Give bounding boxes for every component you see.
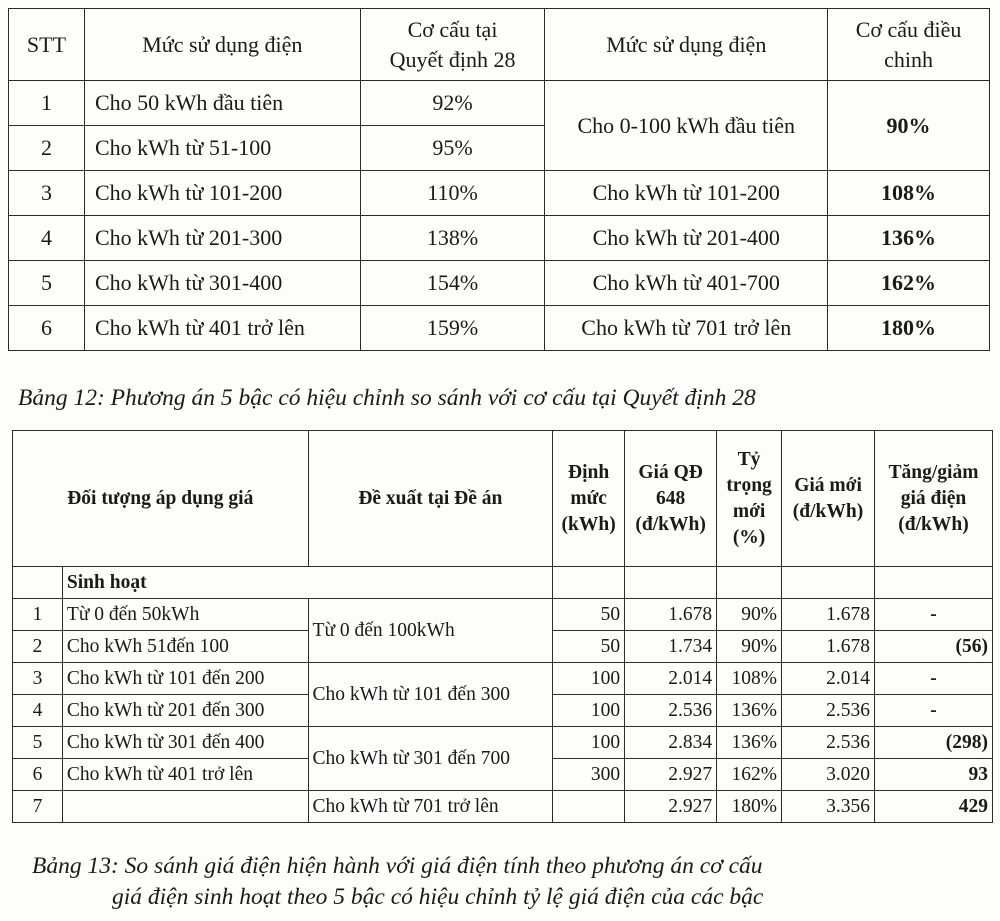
cell-stt: 3 <box>9 171 85 216</box>
cell-change: - <box>875 663 993 695</box>
header-subject: Đối tượng áp dụng giá <box>13 431 309 567</box>
cell-quota: 300 <box>553 759 625 791</box>
cell-usage-new: Cho 0-100 kWh đầu tiên <box>545 81 828 171</box>
cell-change: - <box>875 599 993 631</box>
cell-proposal: Từ 0 đến 100kWh <box>308 599 553 663</box>
header-usage-new: Mức sử dụng điện <box>545 9 828 81</box>
header-stt: STT <box>9 9 85 81</box>
cell-price-648: 2.014 <box>625 663 717 695</box>
cell-new-price: 1.678 <box>782 599 875 631</box>
cell-usage-new: Cho kWh từ 701 trở lên <box>545 306 828 351</box>
cell-change: - <box>875 695 993 727</box>
cell-price-648: 2.536 <box>625 695 717 727</box>
cell-subject <box>62 791 308 823</box>
cell-ratio: 180% <box>717 791 782 823</box>
header-new-price: Giá mới (đ/kWh) <box>782 431 875 567</box>
cell-price-648: 1.678 <box>625 599 717 631</box>
table-12 <box>8 8 990 351</box>
cell-stt: 2 <box>13 631 63 663</box>
cell-subject: Cho kWh 51đến 100 <box>62 631 308 663</box>
group-row <box>13 567 993 599</box>
cell-qd28: 92% <box>360 81 545 126</box>
cell-usage-new: Cho kWh từ 201-400 <box>545 216 828 261</box>
cell-stt: 6 <box>9 306 85 351</box>
cell-stt: 7 <box>13 791 63 823</box>
table-header-row <box>13 431 993 567</box>
cell-quota: 50 <box>553 631 625 663</box>
table-13 <box>12 430 993 823</box>
cell-change: (56) <box>875 631 993 663</box>
table-row <box>13 791 993 823</box>
cell-quota: 50 <box>553 599 625 631</box>
cell-ratio: 162% <box>717 759 782 791</box>
header-usage-old: Mức sử dụng điện <box>84 9 360 81</box>
cell-ratio: 90% <box>717 631 782 663</box>
table-row <box>9 171 990 216</box>
table-row <box>9 306 990 351</box>
cell-change: (298) <box>875 727 993 759</box>
cell-change: 93 <box>875 759 993 791</box>
cell-subject: Cho kWh từ 101 đến 200 <box>62 663 308 695</box>
table-13-caption-line-1: Bảng 13: So sánh giá điện hiện hành với giá điện tính theo phương án cơ cấu <box>32 853 763 879</box>
table-row <box>9 216 990 261</box>
cell-qd28: 95% <box>360 126 545 171</box>
cell-stt: 5 <box>13 727 63 759</box>
cell-qd28: 154% <box>360 261 545 306</box>
cell-price-648: 1.734 <box>625 631 717 663</box>
cell-adjusted: 162% <box>828 261 990 306</box>
cell-usage-new: Cho kWh từ 101-200 <box>545 171 828 216</box>
cell-price-648: 2.834 <box>625 727 717 759</box>
cell-new-price: 3.356 <box>782 791 875 823</box>
cell-stt: 6 <box>13 759 63 791</box>
cell-usage-old: Cho kWh từ 301-400 <box>84 261 360 306</box>
cell-usage-old: Cho kWh từ 201-300 <box>84 216 360 261</box>
cell-stt: 1 <box>9 81 85 126</box>
cell-ratio: 90% <box>717 599 782 631</box>
cell-proposal: Cho kWh từ 101 đến 300 <box>308 663 553 727</box>
header-price-648: Giá QĐ 648 (đ/kWh) <box>625 431 717 567</box>
cell-proposal: Cho kWh từ 701 trở lên <box>308 791 553 823</box>
cell-stt: 5 <box>9 261 85 306</box>
cell-qd28: 159% <box>360 306 545 351</box>
cell-subject: Cho kWh từ 201 đến 300 <box>62 695 308 727</box>
cell-usage-old: Cho kWh từ 101-200 <box>84 171 360 216</box>
cell-new-price: 1.678 <box>782 631 875 663</box>
cell-quota: 100 <box>553 695 625 727</box>
table-13-caption-line-2: giá điện sinh hoạt theo 5 bậc có hiệu chỉnh tỷ lệ giá điện của các bậc <box>112 884 764 910</box>
cell-stt: 1 <box>13 599 63 631</box>
header-ratio: Tỷ trọng mới (%) <box>717 431 782 567</box>
cell-adjusted: 180% <box>828 306 990 351</box>
cell-proposal: Cho kWh từ 301 đến 700 <box>308 727 553 791</box>
cell-stt: 4 <box>13 695 63 727</box>
group-label: Sinh hoạt <box>62 567 552 599</box>
cell-new-price: 2.536 <box>782 727 875 759</box>
cell-change: 429 <box>875 791 993 823</box>
cell-ratio: 136% <box>717 727 782 759</box>
cell-quota: 100 <box>553 663 625 695</box>
cell-adjusted: 108% <box>828 171 990 216</box>
cell-quota: 100 <box>553 727 625 759</box>
table-row <box>13 727 993 759</box>
cell-new-price: 2.536 <box>782 695 875 727</box>
cell-quota <box>553 791 625 823</box>
cell-ratio: 136% <box>717 695 782 727</box>
cell-ratio: 108% <box>717 663 782 695</box>
table-row <box>13 599 993 631</box>
cell-subject: Cho kWh từ 301 đến 400 <box>62 727 308 759</box>
header-proposal: Đề xuất tại Đề án <box>308 431 553 567</box>
table-row <box>9 81 990 126</box>
table-header-row <box>9 9 990 81</box>
cell-price-648: 2.927 <box>625 791 717 823</box>
cell-qd28: 138% <box>360 216 545 261</box>
table-12-caption: Bảng 12: Phương án 5 bậc có hiệu chỉnh so sánh với cơ cấu tại Quyết định 28 <box>18 385 756 411</box>
cell-stt: 2 <box>9 126 85 171</box>
header-structure-adjusted: Cơ cấu điều chinh <box>828 9 990 81</box>
cell-adjusted: 136% <box>828 216 990 261</box>
table-row <box>13 663 993 695</box>
cell-subject: Cho kWh từ 401 trở lên <box>62 759 308 791</box>
cell-usage-old: Cho kWh từ 401 trở lên <box>84 306 360 351</box>
cell-new-price: 2.014 <box>782 663 875 695</box>
cell-usage-old: Cho kWh từ 51-100 <box>84 126 360 171</box>
cell-stt: 4 <box>9 216 85 261</box>
cell-subject: Từ 0 đến 50kWh <box>62 599 308 631</box>
header-change: Tăng/giảm giá điện (đ/kWh) <box>875 431 993 567</box>
cell-usage-old: Cho 50 kWh đầu tiên <box>84 81 360 126</box>
table-row <box>9 261 990 306</box>
cell-stt: 3 <box>13 663 63 695</box>
cell-usage-new: Cho kWh từ 401-700 <box>545 261 828 306</box>
cell-qd28: 110% <box>360 171 545 216</box>
cell-adjusted: 90% <box>828 81 990 171</box>
cell-new-price: 3.020 <box>782 759 875 791</box>
cell-price-648: 2.927 <box>625 759 717 791</box>
header-quota: Định mức (kWh) <box>553 431 625 567</box>
header-structure-qd28: Cơ cấu tại Quyết định 28 <box>360 9 545 81</box>
